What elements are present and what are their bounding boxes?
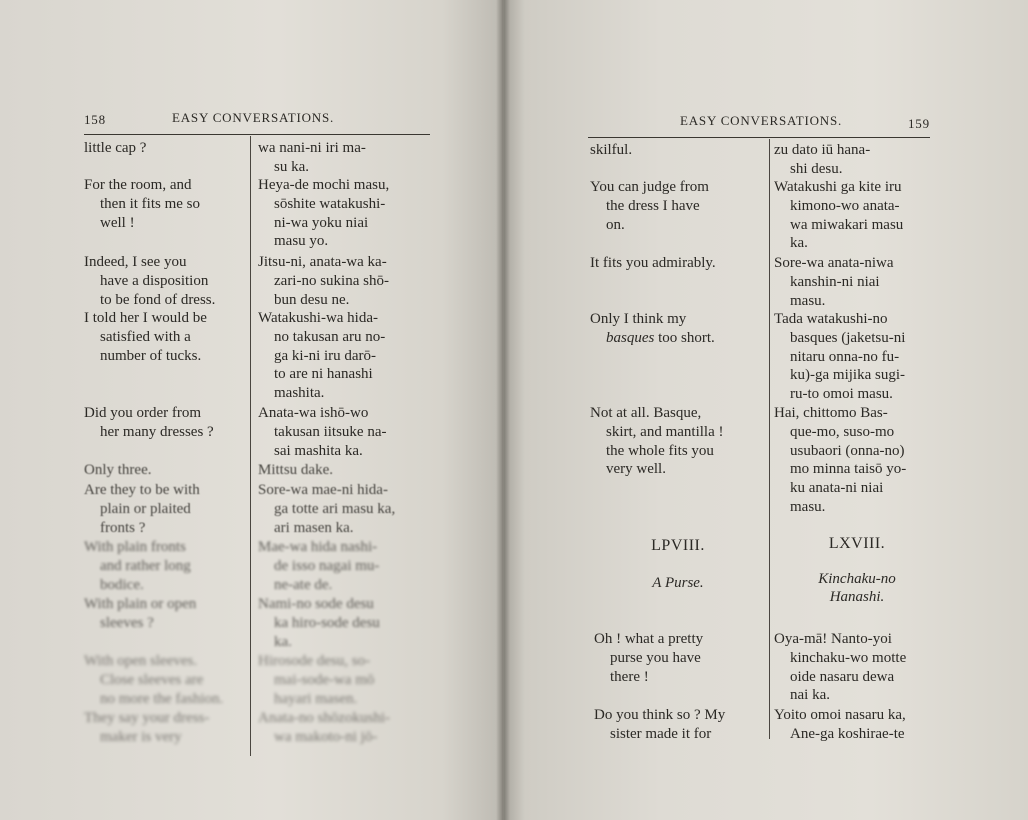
- text-line: Sore-wa mae-ni hida-: [258, 482, 388, 498]
- english-text: [84, 481, 248, 537]
- text-line: Watakushi-wa hida-: [258, 310, 378, 326]
- text-line: on.: [606, 216, 625, 233]
- japanese-text: [258, 652, 433, 708]
- text-line: mai-sode-wa mō: [274, 671, 375, 688]
- text-line: ga ki-ni iru darō-: [274, 347, 377, 364]
- text-line: then it fits me so: [100, 195, 200, 212]
- text-line: very well.: [606, 461, 666, 478]
- english-text: [590, 178, 768, 234]
- english-text: [84, 652, 248, 708]
- text-line: Oya-mā! Nanto-yoi: [774, 631, 892, 647]
- text-line: Close sleeves are: [100, 671, 204, 688]
- text-line: nai ka.: [790, 687, 830, 704]
- japanese-text: [258, 538, 433, 594]
- english-text: [84, 709, 248, 747]
- text-line: de isso nagai mu-: [274, 557, 380, 574]
- text-line: no more the fashion.: [100, 690, 224, 707]
- text-line: to be fond of dress.: [100, 291, 216, 308]
- text-line: Anata-no shōzokushi-: [258, 710, 391, 726]
- english-text: [84, 538, 248, 594]
- section-title-en: A Purse.: [652, 575, 704, 591]
- japanese-text: [258, 404, 433, 460]
- text-line: fronts ?: [100, 519, 146, 536]
- english-text: [594, 630, 766, 686]
- text-line: shi desu.: [790, 160, 843, 177]
- english-text: [594, 706, 766, 744]
- section-title-jp-1: Kinchaku-no: [818, 571, 896, 587]
- text-line: ni-wa yoku niai: [274, 214, 369, 231]
- text-line: satisfied with a: [100, 328, 191, 345]
- text-line: well !: [100, 214, 135, 231]
- text-line: mashita.: [274, 385, 325, 402]
- text-line: wa nani-ni iri ma-: [258, 140, 366, 156]
- right-page: [504, 0, 1028, 820]
- text-line: have a disposition: [100, 272, 209, 289]
- text-line: hayari masen.: [274, 690, 358, 707]
- japanese-text: [774, 310, 942, 404]
- english-text: [84, 309, 248, 365]
- japanese-text: [774, 141, 942, 179]
- text-line: ku anata-ni niai: [790, 480, 884, 497]
- text-line: skirt, and mantilla !: [606, 423, 724, 440]
- text-line: You can judge from: [590, 179, 709, 195]
- text-line: bun desu ne.: [274, 291, 350, 308]
- text-line: nitaru onna-no fu-: [790, 348, 900, 365]
- text-line: Only three.: [84, 462, 152, 478]
- text-line: ne-ate de.: [274, 576, 333, 593]
- english-text: [84, 139, 248, 158]
- text-line: masu yo.: [274, 233, 329, 250]
- text-line: sai mashita ka.: [274, 442, 363, 459]
- english-text: [590, 310, 768, 348]
- text-line: Jitsu-ni, anata-wa ka-: [258, 254, 387, 270]
- japanese-text: [258, 709, 433, 747]
- text-line: purse you have: [610, 649, 701, 666]
- japanese-text: [258, 176, 433, 251]
- english-text: [590, 254, 768, 273]
- text-line: I told her I would be: [84, 310, 207, 326]
- text-line: bodice.: [100, 576, 144, 593]
- text-line: zari-no sukina shō-: [274, 272, 389, 289]
- text-line: Sore-wa anata-niwa: [774, 255, 894, 271]
- text-line: ka.: [274, 633, 292, 650]
- text-line: kanshin-ni niai: [790, 273, 880, 290]
- text-line: to are ni hanashi: [274, 366, 373, 383]
- text-line: the dress I have: [606, 197, 700, 214]
- japanese-text: [774, 706, 942, 744]
- text-line: Indeed, I see you: [84, 254, 187, 270]
- text-line: sōshite watakushi-: [274, 195, 386, 212]
- text-line: sister made it for: [610, 725, 712, 742]
- english-text: [590, 404, 768, 479]
- text-line: plain or plaited: [100, 500, 191, 517]
- text-line: number of tucks.: [100, 347, 202, 364]
- text-line: kimono-wo anata-: [790, 197, 900, 214]
- text-line: Did you order from: [84, 405, 202, 421]
- text-line: With plain or open: [84, 596, 197, 612]
- text-line: Do you think so ? My: [594, 707, 726, 723]
- text-line: su ka.: [274, 158, 309, 175]
- text-line: Not at all. Basque,: [590, 405, 702, 421]
- header-rule: [588, 137, 930, 138]
- header-rule: [84, 134, 430, 135]
- english-text: [84, 176, 248, 232]
- text-line: Hirosode desu, so-: [258, 653, 371, 669]
- japanese-text: [774, 630, 942, 705]
- text-line: sleeves ?: [100, 614, 154, 631]
- text-line: Oh ! what a pretty: [594, 631, 704, 647]
- text-line: usubaori (onna-no): [790, 442, 905, 459]
- text-line: ga totte ari masu ka,: [274, 500, 396, 517]
- text-line: and rather long: [100, 557, 191, 574]
- english-text: [84, 461, 248, 480]
- text-line: For the room, and: [84, 177, 192, 193]
- text-line: mo minna taisō yo-: [790, 461, 907, 478]
- text-line: Mittsu dake.: [258, 462, 333, 478]
- text-line: oide nasaru dewa: [790, 668, 895, 685]
- japanese-text: [258, 139, 433, 177]
- text-line: kinchaku-wo motte: [790, 649, 907, 666]
- text-line: With plain fronts: [84, 539, 186, 555]
- text-line: Tada watakushi-no: [774, 311, 888, 327]
- book-gutter: [496, 0, 510, 820]
- japanese-text: [258, 309, 433, 403]
- page-number: 158: [84, 112, 106, 127]
- japanese-text: [258, 461, 433, 480]
- section-numeral-en: LPVIII.: [651, 537, 705, 554]
- text-line: Yoito omoi nasaru ka,: [774, 707, 906, 723]
- text-line: no takusan aru no-: [274, 328, 386, 345]
- english-text: [84, 253, 248, 309]
- text-line: Hai, chittomo Bas-: [774, 405, 888, 421]
- text-line: With open sleeves.: [84, 653, 198, 669]
- text-line: takusan iitsuke na-: [274, 423, 387, 440]
- text-line: Only I think my: [590, 311, 687, 327]
- text-line: ku)-ga mijika sugi-: [790, 367, 905, 384]
- text-line: ari masen ka.: [274, 519, 354, 536]
- column-divider: [250, 136, 251, 756]
- column-divider: [769, 139, 770, 739]
- left-page: [0, 0, 502, 820]
- japanese-text: [258, 595, 433, 651]
- text-line: Ane-ga koshirae-te: [790, 725, 905, 742]
- text-line: ru-to omoi masu.: [790, 386, 893, 403]
- english-text: [84, 595, 248, 633]
- text-line: ka.: [790, 235, 808, 252]
- japanese-text: [774, 254, 942, 310]
- text-line: maker is very: [100, 728, 182, 745]
- japanese-text: [774, 178, 942, 253]
- running-head: EASY CONVERSATIONS.: [680, 113, 843, 128]
- text-line: skilful.: [590, 142, 633, 158]
- japanese-text: [258, 253, 433, 309]
- text-line: Are they to be with: [84, 482, 200, 498]
- text-line: que-mo, suso-mo: [790, 423, 895, 440]
- text-line: basques (jaketsu-ni: [790, 329, 906, 346]
- text-line: Anata-wa ishō-wo: [258, 405, 369, 421]
- english-text: [84, 404, 248, 442]
- text-line: zu dato iū hana-: [774, 142, 871, 158]
- text-line: wa makoto-ni jō-: [274, 728, 378, 745]
- section-title-jp-2: Hanashi.: [829, 589, 885, 605]
- text-line: ka hiro-sode desu: [274, 614, 380, 631]
- section-numeral-jp: LXVIII.: [828, 535, 886, 552]
- page-number: 159: [908, 116, 930, 131]
- text-line: They say your dress-: [84, 710, 210, 726]
- text-line: Nami-no sode desu: [258, 596, 374, 612]
- text-line: Heya-de mochi masu,: [258, 177, 390, 193]
- text-line: It fits you admirably.: [590, 255, 716, 271]
- text-line: the whole fits you: [606, 442, 714, 459]
- text-line: Mae-wa hida nashi-: [258, 539, 378, 555]
- text-line: wa miwakari masu: [790, 216, 904, 233]
- text-line: masu.: [790, 292, 826, 309]
- text-line: there !: [610, 668, 649, 685]
- text-line: little cap ?: [84, 140, 147, 156]
- text-line: Watakushi ga kite iru: [774, 179, 902, 195]
- running-head: EASY CONVERSATIONS.: [172, 110, 335, 125]
- text-line: basques too short.: [606, 329, 715, 346]
- japanese-text: [774, 404, 942, 517]
- text-line: masu.: [790, 498, 826, 515]
- english-text: [590, 141, 768, 160]
- japanese-text: [258, 481, 433, 537]
- text-line: her many dresses ?: [100, 423, 214, 440]
